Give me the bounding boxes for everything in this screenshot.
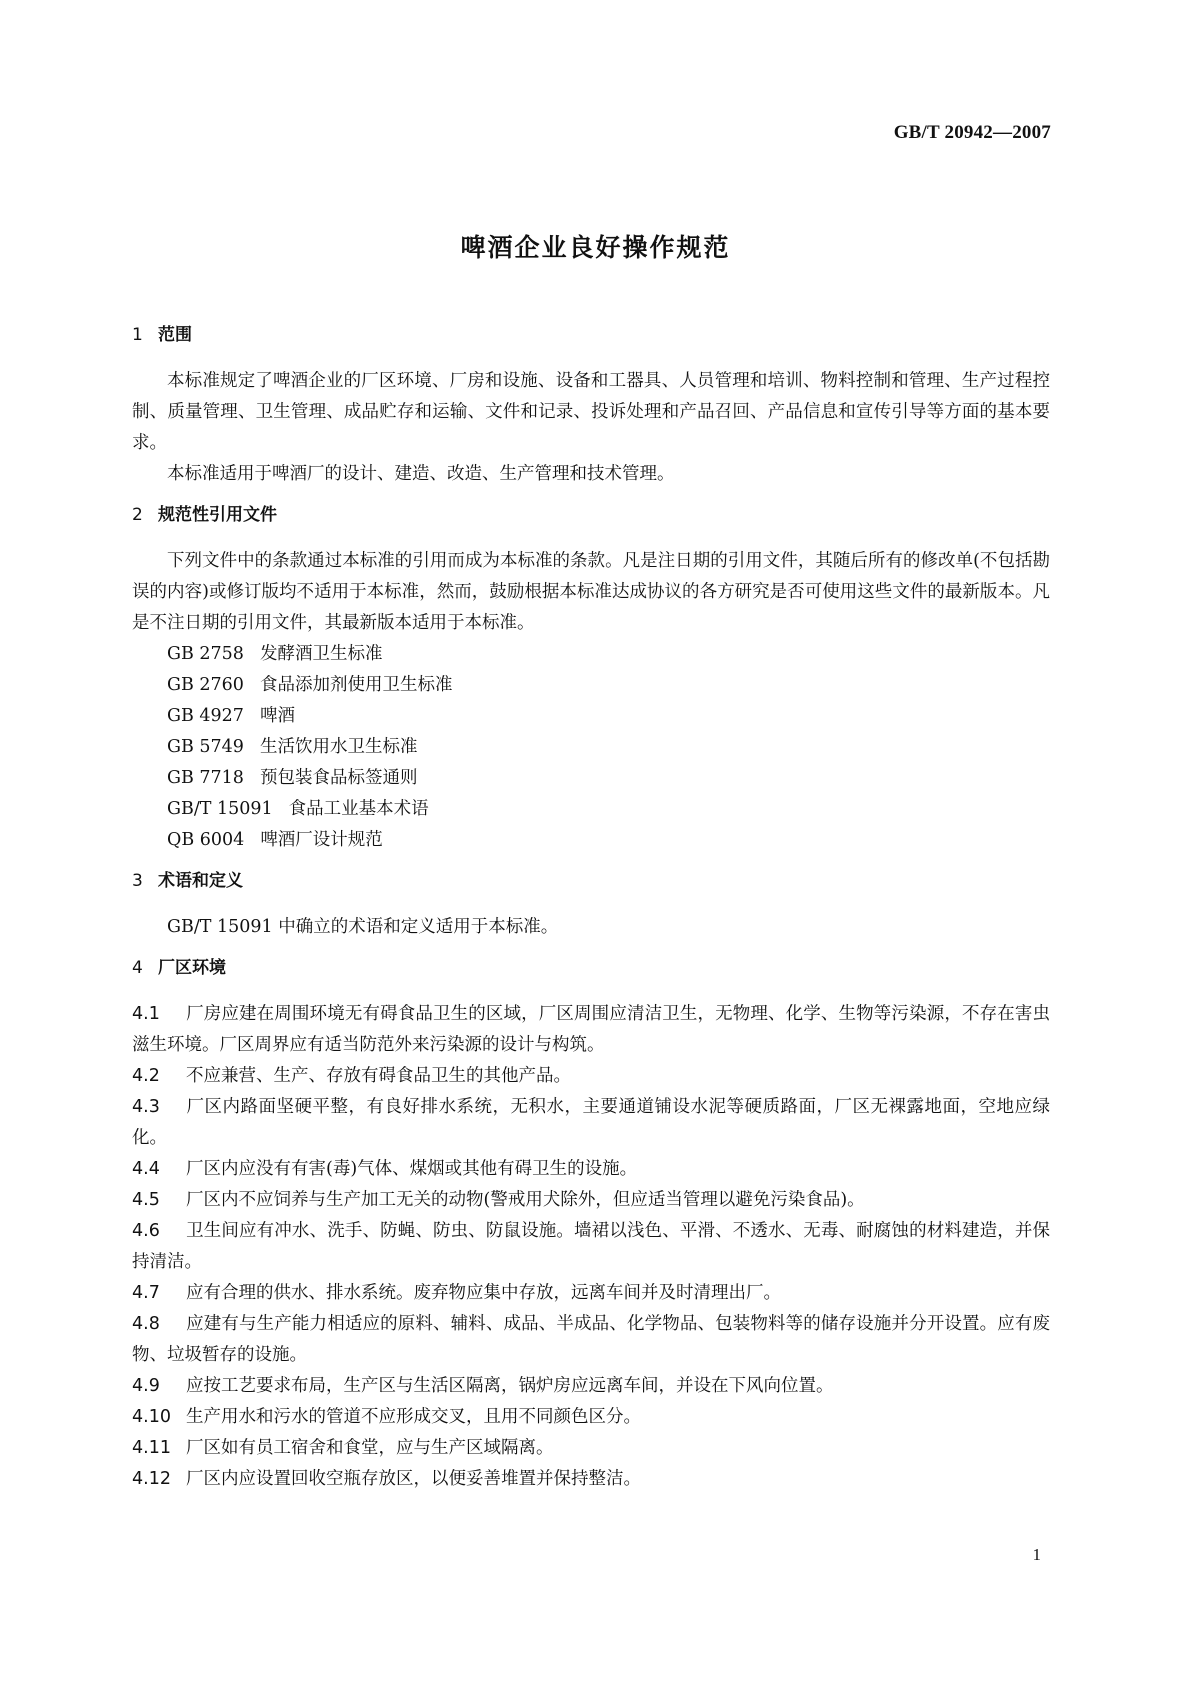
clause	[132, 1278, 1050, 1309]
reference-name: 食品添加剂使用卫生标准	[259, 675, 453, 695]
page-number: 1	[1032, 1545, 1041, 1564]
clause-number: 4.6	[132, 1221, 160, 1241]
clause-text: 应建有与生产能力相适应的原料、辅料、成品、半成品、化学物品、包装物料等的储存设施并分开设置。应有废物、垃圾暂存的设施。	[132, 1314, 1050, 1365]
reference-list	[132, 639, 1050, 856]
paragraph: 本标准适用于啤酒厂的设计、建造、改造、生产管理和技术管理。	[167, 464, 675, 484]
clause-number: 4.12	[132, 1469, 171, 1489]
reference-item	[132, 701, 1050, 732]
section-title: 术语和定义	[158, 871, 243, 891]
reference-item	[132, 670, 1050, 701]
reference-item	[132, 825, 1050, 856]
section-number: 4	[132, 958, 143, 978]
clause	[132, 1433, 1050, 1464]
reference-item	[132, 639, 1050, 670]
clause-text: 厂区如有员工宿舍和食堂，应与生产区域隔离。	[186, 1438, 554, 1458]
section-title: 规范性引用文件	[158, 505, 277, 525]
paragraph: 下列文件中的条款通过本标准的引用而成为本标准的条款。凡是注日期的引用文件，其随后所有的修改单(不包括勘误的内容)或修订版均不适用于本标准，然而，鼓励根据本标准达成协议的各方研究是否可使用这些文件的最新版本。凡是不注日期的引用文件，其最新版本适用于本标准。	[132, 551, 1050, 633]
section-normative-references	[132, 502, 1050, 856]
reference-code: GB 7718	[167, 768, 244, 788]
reference-item	[132, 763, 1050, 794]
clause-text: 厂房应建在周围环境无有碍食品卫生的区域，厂区周围应清洁卫生，无物理、化学、生物等污染源，不存在害虫滋生环境。厂区周界应有适当防范外来污染源的设计与构筑。	[132, 1004, 1050, 1055]
reference-name: 食品工业基本术语	[288, 799, 429, 819]
clause	[132, 1092, 1050, 1154]
section-heading	[132, 322, 1050, 348]
clause-number: 4.7	[132, 1283, 160, 1303]
reference-code: GB 4927	[167, 706, 244, 726]
section-number: 3	[132, 871, 143, 891]
reference-name: 啤酒	[259, 706, 295, 726]
section-number: 2	[132, 505, 143, 525]
clause	[132, 1154, 1050, 1185]
reference-code: GB 5749	[167, 737, 244, 757]
reference-name: 预包装食品标签通则	[259, 768, 418, 788]
reference-name: 啤酒厂设计规范	[260, 830, 383, 850]
section-factory-environment	[132, 955, 1050, 1495]
clause	[132, 1464, 1050, 1495]
clause-number: 4.1	[132, 1004, 160, 1024]
section-heading	[132, 955, 1050, 981]
clause-number: 4.2	[132, 1066, 160, 1086]
clause-number: 4.5	[132, 1190, 160, 1210]
clause-number: 4.9	[132, 1376, 160, 1396]
clause-text: 厂区内应设置回收空瓶存放区，以便妥善堆置并保持整洁。	[186, 1469, 641, 1489]
reference-code: GB 2760	[167, 675, 244, 695]
reference-code: QB 6004	[167, 830, 245, 850]
clause-text: 厂区内路面坚硬平整，有良好排水系统，无积水，主要通道铺设水泥等硬质路面，厂区无裸露地面，空地应绿化。	[132, 1097, 1050, 1148]
reference-code: GB/T 15091	[167, 799, 273, 819]
paragraph: GB/T 15091 中确立的术语和定义适用于本标准。	[167, 917, 559, 937]
clause-text: 应按工艺要求布局，生产区与生活区隔离，锅炉房应远离车间，并设在下风向位置。	[186, 1376, 834, 1396]
standard-code: GB/T 20942—2007	[893, 122, 1051, 143]
clause	[132, 1371, 1050, 1402]
document-title: 啤酒企业良好操作规范	[460, 233, 731, 262]
clause	[132, 1185, 1050, 1216]
section-heading	[132, 868, 1050, 894]
clause-number: 4.3	[132, 1097, 160, 1117]
clause-number: 4.10	[132, 1407, 171, 1427]
clause-text: 卫生间应有冲水、洗手、防蝇、防虫、防鼠设施。墙裙以浅色、平滑、不透水、无毒、耐腐蚀的材料建造，并保持清洁。	[132, 1221, 1050, 1272]
section-number: 1	[132, 325, 143, 345]
section-heading	[132, 502, 1050, 528]
clause	[132, 1402, 1050, 1433]
clause	[132, 1061, 1050, 1092]
paragraph: 本标准规定了啤酒企业的厂区环境、厂房和设施、设备和工器具、人员管理和培训、物料控制和管理、生产过程控制、质量管理、卫生管理、成品贮存和运输、文件和记录、投诉处理和产品召回、产品信息和宣传引导等方面的基本要求。	[132, 371, 1050, 453]
clause-number: 4.4	[132, 1159, 160, 1179]
clause-text: 厂区内应没有有害(毒)气体、煤烟或其他有碍卫生的设施。	[186, 1159, 638, 1179]
reference-name: 生活饮用水卫生标准	[259, 737, 418, 757]
clause	[132, 1216, 1050, 1278]
clause-number: 4.8	[132, 1314, 160, 1334]
document-body	[132, 322, 1050, 1507]
clause-text: 应有合理的供水、排水系统。废弃物应集中存放，远离车间并及时清理出厂。	[186, 1283, 781, 1303]
clause	[132, 999, 1050, 1061]
section-terms-definitions	[132, 868, 1050, 943]
reference-name: 发酵酒卫生标准	[259, 644, 383, 664]
clause-text: 生产用水和污水的管道不应形成交叉，且用不同颜色区分。	[186, 1407, 641, 1427]
clause-number: 4.11	[132, 1438, 171, 1458]
section-title: 范围	[158, 325, 192, 345]
reference-item	[132, 794, 1050, 825]
clause	[132, 1309, 1050, 1371]
reference-code: GB 2758	[167, 644, 244, 664]
clause-text: 厂区内不应饲养与生产加工无关的动物(警戒用犬除外，但应适当管理以避免污染食品)。	[186, 1190, 865, 1210]
section-scope	[132, 322, 1050, 490]
reference-item	[132, 732, 1050, 763]
section-title: 厂区环境	[158, 958, 226, 978]
clause-text: 不应兼营、生产、存放有碍食品卫生的其他产品。	[186, 1066, 571, 1086]
